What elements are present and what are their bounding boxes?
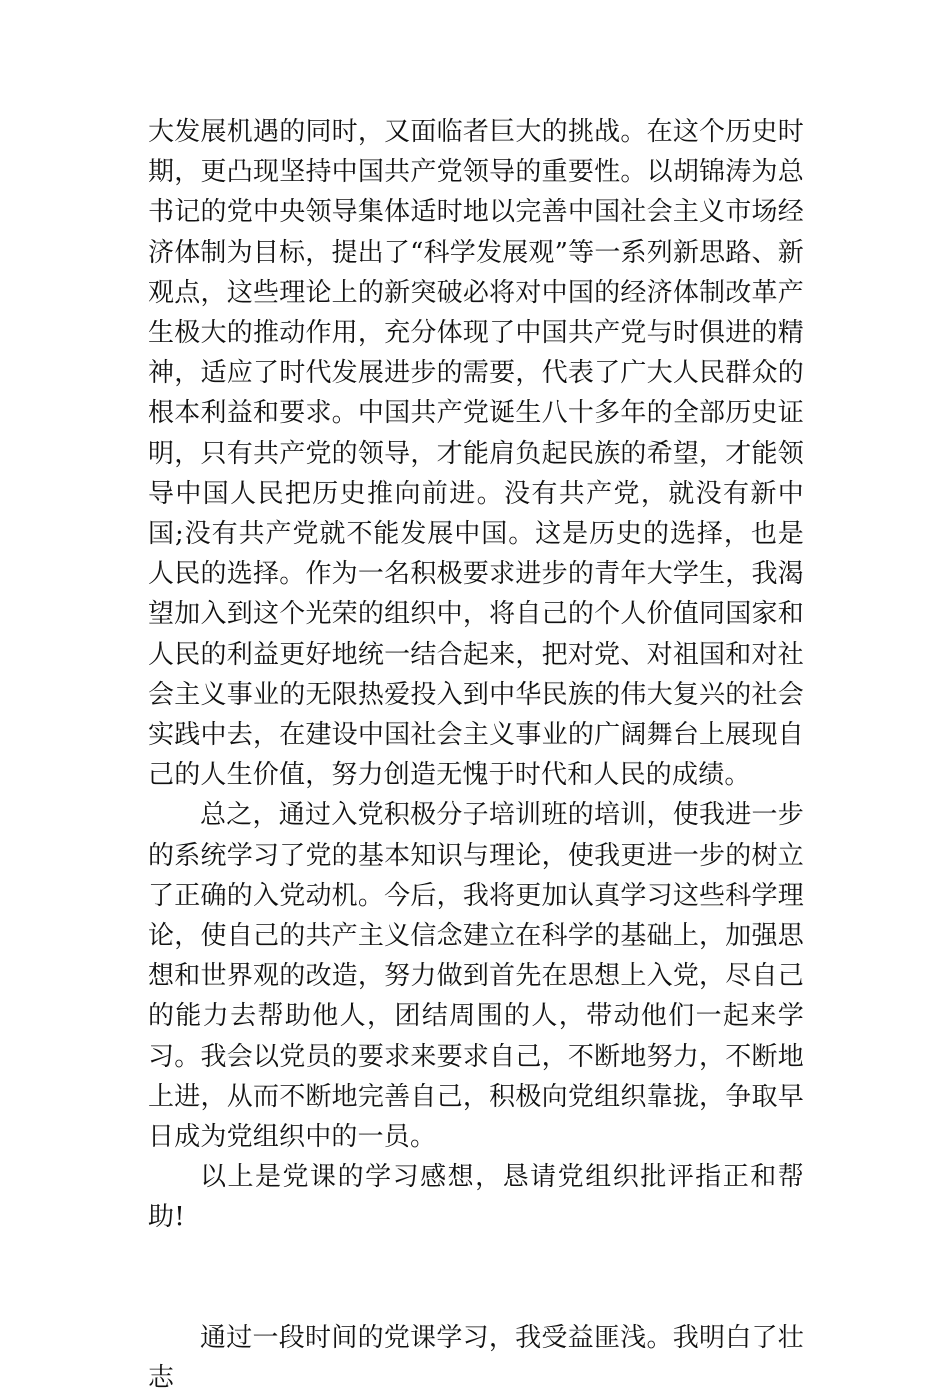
paragraph-continuation: 大发展机遇的同时，又面临者巨大的挑战。在这个历史时期，更凸现坚持中国共产党领导的重要性。以胡锦涛为总书记的党中央领导集体适时地以完善中国社会主义市场经济体制为目标，提出了“科学发展观”等一系列新思路、新观点，这些理论上的新突破必将对中国的经济体制改革产生极大的推动作用，充分体现了中国共产党与时俱进的精神，适应了时代发展进步的需要，代表了广大人民群众的根本利益和要求。中国共产党诞生八十多年的全部历史证明，只有共产党的领导，才能肩负起民族的希望，才能领导中国人民把历史推向前进。没有共产党，就没有新中国;没有共产党就不能发展中国。这是历史的选择，也是人民的选择。作为一名积极要求进步的青年大学生，我渴望加入到这个光荣的组织中，将自己的个人价值同国家和人民的利益更好地统一结合起来，把对党、对祖国和对社会主义事业的无限热爱投入到中华民族的伟大复兴的社会实践中去，在建设中国社会主义事业的广阔舞台上展现自己的人生价值，努力创造无愧于时代和人民的成绩。 xyxy=(148,117,804,791)
paragraph-conclusion: 总之，通过入党积极分子培训班的培训，使我进一步的系统学习了党的基本知识与理论，使我更进一步的树立了正确的入党动机。今后，我将更加认真学习这些科学理论，使自己的共产主义信念建立在科学的基础上，加强思想和世界观的改造，努力做到首先在思想上入党，尽自己的能力去帮助他人，团结周围的人，带动他们一起来学习。我会以党员的要求来要求自己，不断地努力，不断地上进，从而不断地完善自己，积极向党组织靠拢，争取早日成为党组织中的一员。 xyxy=(148,800,804,1153)
paragraph-next-essay: 通过一段时间的党课学习，我受益匪浅。我明白了壮志 xyxy=(148,1322,804,1393)
paragraph-gap xyxy=(148,1238,804,1318)
paragraph-closing: 以上是党课的学习感想，恳请党组织批评指正和帮助! xyxy=(148,1162,804,1233)
document-page xyxy=(148,112,804,1398)
